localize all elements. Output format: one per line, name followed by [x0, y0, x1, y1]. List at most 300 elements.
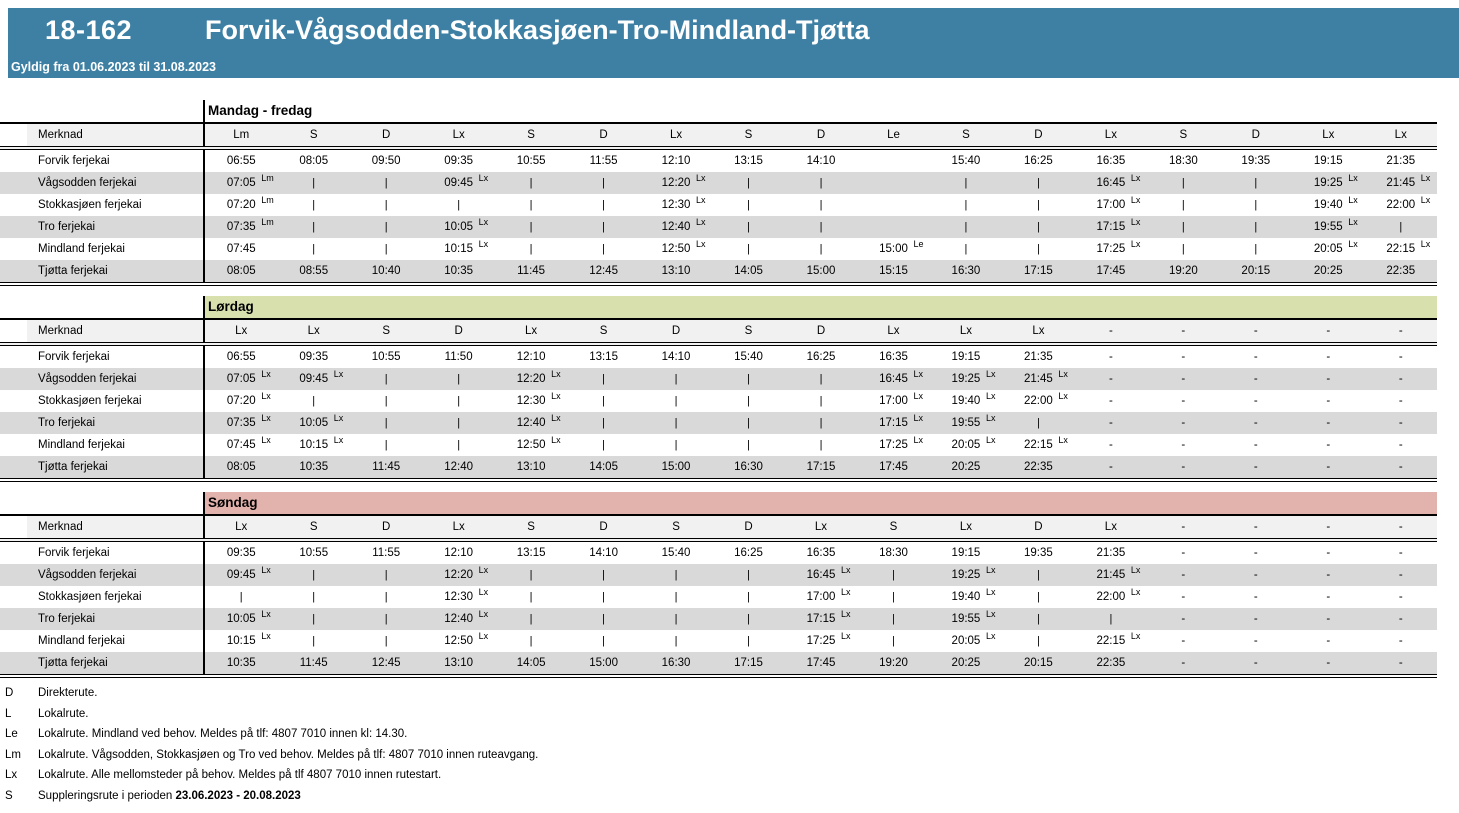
route-code: - [1326, 325, 1331, 337]
through-pipe: | [384, 635, 388, 647]
time-cell [640, 412, 712, 434]
note-marker: Lx [1130, 217, 1141, 227]
time-cell [350, 456, 422, 478]
departure-time: 17:15 [734, 657, 763, 669]
departure-time: 13:10 [516, 461, 546, 473]
no-service-dash: - [1326, 461, 1331, 473]
through-pipe: | [384, 569, 388, 581]
time-cell [785, 456, 857, 478]
departure-time: 20:05 [1313, 243, 1343, 255]
time-cell [422, 652, 494, 674]
time-cell [350, 150, 422, 172]
through-pipe: | [747, 395, 750, 407]
time-cell [1365, 216, 1437, 238]
through-pipe: | [892, 591, 895, 603]
time-cell [930, 564, 1002, 586]
departure-time: 19:15 [951, 547, 981, 559]
stop-name: Vågsodden ferjekai [0, 564, 205, 586]
timetable-saturday [0, 296, 1437, 482]
departure-time: 15:00 [879, 243, 908, 255]
no-service-dash: - [1326, 439, 1331, 451]
no-service-dash: - [1108, 395, 1113, 407]
validity-text: Gyldig fra 01.06.2023 til 31.08.2023 [11, 60, 216, 74]
time-cell [495, 346, 567, 368]
route-code: S [382, 325, 390, 337]
merknad-label: Merknad [0, 516, 205, 538]
time-cell [495, 390, 567, 412]
note-marker: Lx [1058, 435, 1068, 445]
departure-time: 09:45 [226, 569, 256, 581]
route-code: Lx [1322, 129, 1335, 141]
time-cell [712, 542, 784, 564]
through-pipe: | [819, 373, 823, 385]
time-cell [857, 412, 929, 434]
time-cell [1365, 434, 1437, 456]
departure-time: 12:30 [661, 199, 691, 211]
time-cell [205, 238, 277, 260]
departure-time: 20:05 [951, 439, 981, 451]
time-cell [930, 456, 1002, 478]
departure-time: 17:15 [806, 613, 836, 625]
departure-time: 14:10 [661, 351, 691, 363]
time-cell [567, 542, 639, 564]
departure-time: 08:55 [299, 265, 329, 277]
through-pipe: | [1254, 243, 1258, 255]
time-cell [277, 586, 349, 608]
no-service-dash: - [1181, 591, 1186, 603]
time-cell [567, 630, 639, 652]
departure-time: 14:05 [516, 657, 546, 669]
time-cell [640, 630, 712, 652]
time-cell [1220, 630, 1292, 652]
time-cell [277, 194, 349, 216]
day-label: Mandag - fredag [208, 103, 313, 118]
departure-time: 17:45 [806, 657, 836, 669]
no-service-dash: - [1326, 657, 1331, 669]
time-cell [422, 194, 494, 216]
time-cell [1002, 608, 1074, 630]
through-pipe: | [747, 417, 750, 429]
time-cell [1292, 194, 1364, 216]
time-cell [857, 608, 929, 630]
departure-time: 22:35 [1386, 265, 1416, 277]
route-code: Lx [959, 521, 973, 533]
time-cell [640, 194, 712, 216]
through-pipe: | [457, 373, 461, 385]
time-cell [567, 434, 639, 456]
time-cell [1365, 412, 1437, 434]
stop-name: Forvik ferjekai [0, 542, 205, 564]
departure-time: 21:35 [1024, 351, 1053, 363]
time-cell [495, 586, 567, 608]
note-marker: Lx [333, 369, 344, 379]
time-cell [1292, 238, 1364, 260]
time-cell [1075, 194, 1147, 216]
time-cell [1147, 216, 1219, 238]
no-service-dash: - [1253, 439, 1258, 451]
time-cell [567, 172, 639, 194]
through-pipe: | [747, 591, 750, 603]
no-service-dash: - [1398, 373, 1403, 385]
departure-time: 12:45 [371, 657, 401, 669]
route-code: Lx [887, 325, 900, 337]
no-service-dash: - [1181, 657, 1186, 669]
time-cell [1220, 172, 1292, 194]
note-marker: Lx [478, 173, 489, 183]
through-pipe: | [747, 613, 750, 625]
route-code: D [671, 325, 681, 337]
time-cell [567, 368, 639, 390]
departure-time: 10:55 [371, 351, 401, 363]
through-pipe: | [819, 439, 823, 451]
departure-time: 21:45 [1096, 569, 1126, 581]
time-cell [205, 194, 277, 216]
time-cell [1147, 238, 1219, 260]
time-cell [1220, 412, 1292, 434]
time-cell [930, 216, 1002, 238]
time-cell [205, 346, 277, 368]
departure-time: 16:30 [951, 265, 981, 277]
time-cell [857, 238, 929, 260]
timetable-weekday [0, 100, 1437, 286]
time-cell [422, 390, 494, 412]
time-cell [277, 216, 349, 238]
through-pipe: | [529, 221, 533, 233]
departure-time: 14:10 [806, 155, 836, 167]
departure-time: 19:55 [951, 417, 981, 429]
stop-name: Tjøtta ferjekai [0, 456, 205, 478]
note-marker: Lx [1420, 239, 1431, 249]
table-row [0, 172, 1437, 194]
time-cell [930, 652, 1002, 674]
timetables [0, 100, 1459, 678]
no-service-dash: - [1398, 417, 1403, 429]
through-pipe: | [1036, 591, 1040, 603]
departure-time: 15:00 [806, 265, 836, 277]
departure-time: 17:45 [879, 461, 908, 473]
footnote-code: L [5, 707, 12, 720]
no-service-dash: - [1326, 373, 1331, 385]
through-pipe: | [819, 177, 823, 189]
note-marker: Lx [1130, 195, 1141, 205]
time-cell [1002, 238, 1074, 260]
through-pipe: | [602, 373, 605, 385]
time-cell [712, 216, 784, 238]
table-row [0, 434, 1437, 456]
departure-time: 07:45 [226, 439, 256, 451]
time-cell [1365, 456, 1437, 478]
departure-time: 20:15 [1024, 657, 1053, 669]
time-cell [1075, 150, 1147, 172]
time-cell [857, 194, 929, 216]
departure-time: 18:30 [879, 547, 908, 559]
departure-time: 17:45 [1096, 265, 1126, 277]
time-cell [640, 564, 712, 586]
departure-time: 07:20 [226, 395, 256, 407]
time-cell [1147, 194, 1219, 216]
route-code: D [1251, 129, 1260, 141]
time-cell [712, 238, 784, 260]
no-service-dash: - [1181, 569, 1186, 581]
through-pipe: | [1399, 221, 1403, 233]
departure-time: 16:45 [806, 569, 836, 581]
merknad-row [0, 318, 1437, 346]
time-cell [1292, 216, 1364, 238]
time-cell [640, 390, 712, 412]
through-pipe: | [674, 569, 678, 581]
time-cell [1002, 586, 1074, 608]
through-pipe: | [747, 177, 750, 189]
through-pipe: | [384, 591, 388, 603]
time-cell [1147, 412, 1219, 434]
departure-time: 17:15 [879, 417, 908, 429]
time-cell [495, 216, 567, 238]
time-cell [1292, 172, 1364, 194]
time-cell [1292, 456, 1364, 478]
time-cell [712, 390, 784, 412]
route-code: Lx [235, 325, 248, 337]
time-cell [277, 390, 349, 412]
time-cell [1002, 434, 1074, 456]
route-code: S [1179, 129, 1188, 141]
table-row [0, 586, 1437, 608]
stop-name: Stokkasjøen ferjekai [0, 194, 205, 216]
table-row [0, 238, 1437, 260]
departure-time: 07:05 [226, 177, 256, 189]
time-cell [930, 260, 1002, 282]
time-cell [785, 216, 857, 238]
time-cell [567, 216, 639, 238]
route-code: - [1108, 325, 1113, 337]
departure-time: 12:20 [516, 373, 546, 385]
time-cell [567, 608, 639, 630]
time-cell [1075, 238, 1147, 260]
time-cell [1365, 564, 1437, 586]
through-pipe: | [1181, 221, 1185, 233]
route-code: Lx [525, 325, 538, 337]
footnote-text [38, 708, 89, 720]
time-cell [712, 652, 784, 674]
no-service-dash: - [1253, 657, 1258, 669]
route-code: S [672, 521, 680, 533]
departure-time: 10:55 [299, 547, 329, 559]
time-cell [1002, 172, 1074, 194]
time-cell [1365, 172, 1437, 194]
time-cell [277, 608, 349, 630]
footnote-bold-dates: 23.06.2023 - 20.08.2023 [175, 789, 301, 802]
time-cell [930, 630, 1002, 652]
time-cell [1292, 412, 1364, 434]
departure-time: 22:00 [1386, 199, 1416, 211]
route-code: S [527, 129, 535, 141]
note-marker: Lx [1130, 173, 1141, 183]
time-cell [1075, 412, 1147, 434]
through-pipe: | [747, 635, 750, 647]
through-pipe: | [312, 177, 316, 189]
no-service-dash: - [1181, 635, 1186, 647]
departure-time: 18:30 [1168, 155, 1198, 167]
time-cell [495, 630, 567, 652]
time-cell [277, 172, 349, 194]
through-pipe: | [602, 613, 605, 625]
departure-time: 12:40 [661, 221, 691, 233]
note-marker: Lx [1348, 217, 1358, 227]
time-cell [1147, 586, 1219, 608]
departure-time: 19:35 [1241, 155, 1271, 167]
route-code: D [816, 325, 826, 337]
no-service-dash: - [1253, 635, 1258, 647]
through-pipe: | [1036, 243, 1040, 255]
departure-time: 17:25 [1096, 243, 1126, 255]
departure-time: 21:35 [1096, 547, 1126, 559]
through-pipe: | [312, 221, 316, 233]
through-pipe: | [747, 439, 750, 451]
no-service-dash: - [1326, 351, 1331, 363]
time-cell [1292, 368, 1364, 390]
departure-time: 07:45 [226, 243, 256, 255]
departure-time: 17:15 [1096, 221, 1126, 233]
time-cell [495, 194, 567, 216]
departure-time: 22:00 [1096, 591, 1126, 603]
day-spacer [0, 100, 205, 122]
through-pipe: | [312, 199, 316, 211]
time-cell [350, 608, 422, 630]
note-marker: Lx [1420, 173, 1431, 183]
departure-time: 12:10 [661, 155, 691, 167]
through-pipe: | [602, 243, 605, 255]
note-marker: Lx [913, 413, 923, 423]
time-cell [1002, 652, 1074, 674]
time-cell [1147, 260, 1219, 282]
time-cell [277, 368, 349, 390]
departure-time: 17:00 [1096, 199, 1126, 211]
time-cell [205, 434, 277, 456]
departure-time: 20:15 [1241, 265, 1271, 277]
time-cell [567, 390, 639, 412]
time-cell [1002, 216, 1074, 238]
time-cell [930, 346, 1002, 368]
note-marker: Lx [551, 369, 561, 379]
stop-name: Tjøtta ferjekai [0, 652, 205, 674]
route-code: - [1398, 521, 1403, 533]
note-marker: Lx [333, 413, 344, 423]
departure-time: 19:25 [951, 569, 981, 581]
time-cell [930, 412, 1002, 434]
time-cell [205, 390, 277, 412]
note-marker: Lx [985, 609, 996, 619]
time-cell [712, 434, 784, 456]
departure-time: 16:45 [879, 373, 908, 385]
time-cell [350, 412, 422, 434]
time-cell [350, 586, 422, 608]
through-pipe: | [1181, 199, 1185, 211]
no-service-dash: - [1181, 439, 1186, 451]
no-service-dash: - [1181, 395, 1186, 407]
route-code: D [1034, 129, 1043, 141]
footnotes [0, 683, 1459, 806]
no-service-dash: - [1108, 439, 1113, 451]
route-code: D [382, 521, 391, 533]
footnote-code: D [5, 687, 14, 700]
stop-name: Tjøtta ferjekai [0, 260, 205, 282]
through-pipe: | [384, 177, 388, 189]
footnote-description: Lokalrute. Mindland ved behov. Meldes på tlf: 4807 7010 innen kl: 14.30. [38, 728, 408, 741]
time-cell [1365, 346, 1437, 368]
departure-time: 16:35 [806, 547, 836, 559]
departure-time: 14:05 [589, 461, 618, 473]
time-cell [567, 652, 639, 674]
time-cell [1220, 390, 1292, 412]
time-cell [1002, 564, 1074, 586]
departure-time: 19:40 [951, 591, 981, 603]
time-cell [1075, 172, 1147, 194]
route-code: Lx [307, 325, 320, 337]
time-cell [350, 216, 422, 238]
time-cell [350, 564, 422, 586]
route-code: D [1034, 521, 1043, 533]
route-code: - [1181, 325, 1186, 337]
through-pipe: | [312, 395, 316, 407]
departure-time: 12:40 [444, 461, 474, 473]
time-cell [1147, 150, 1219, 172]
note-marker: Lx [1130, 587, 1141, 597]
route-code: S [744, 129, 753, 141]
route-code: D [816, 129, 826, 141]
note-marker: Lx [985, 391, 996, 401]
no-service-dash: - [1108, 373, 1113, 385]
time-cell [350, 542, 422, 564]
through-pipe: | [1109, 613, 1113, 625]
time-cell [1075, 630, 1147, 652]
time-cell [1292, 346, 1364, 368]
time-cell [567, 150, 639, 172]
time-cell [277, 434, 349, 456]
departure-time: 11:50 [444, 351, 473, 363]
through-pipe: | [964, 177, 968, 189]
time-cell [205, 608, 277, 630]
departure-time: 10:35 [226, 657, 256, 669]
departure-time: 17:00 [879, 395, 908, 407]
time-cell [785, 434, 857, 456]
departure-time: 11:55 [372, 547, 401, 559]
departure-time: 19:35 [1024, 547, 1053, 559]
footnote-row [0, 724, 1459, 745]
table-row [0, 456, 1437, 478]
time-cell [567, 564, 639, 586]
time-cell [205, 652, 277, 674]
time-cell [1075, 434, 1147, 456]
time-cell [495, 368, 567, 390]
departure-time: 20:25 [951, 461, 981, 473]
time-cell [1220, 346, 1292, 368]
route-code: - [1326, 521, 1331, 533]
no-service-dash: - [1253, 417, 1258, 429]
note-marker: Lx [985, 565, 996, 575]
time-cell [277, 150, 349, 172]
time-cell [857, 260, 929, 282]
time-cell [1075, 216, 1147, 238]
time-cell [640, 260, 712, 282]
footnote-description: Suppleringsrute i perioden [38, 789, 176, 802]
time-cell [350, 630, 422, 652]
time-cell [785, 390, 857, 412]
footnote-text [38, 790, 301, 802]
note-marker: Lx [261, 609, 271, 619]
departure-time: 12:45 [589, 265, 618, 277]
route-code: - [1253, 325, 1258, 337]
time-cell [495, 260, 567, 282]
through-pipe: | [674, 591, 678, 603]
